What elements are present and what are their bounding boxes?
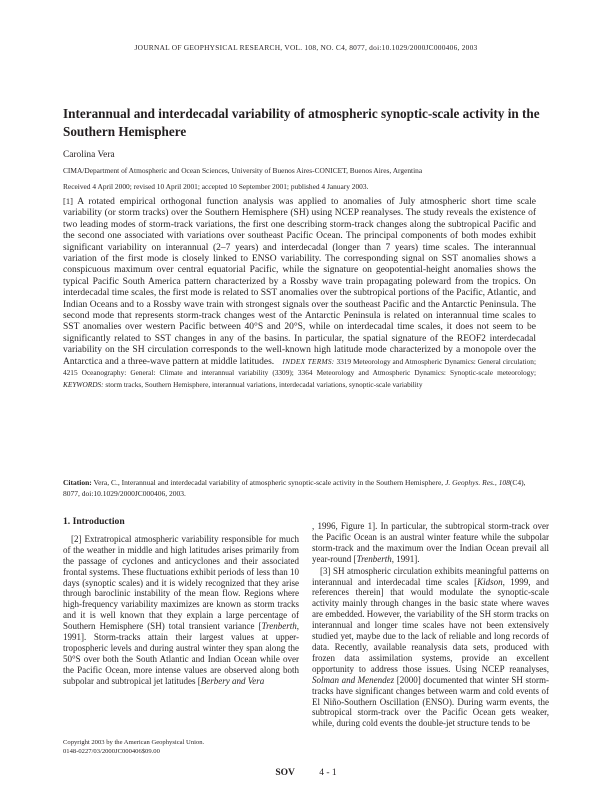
left-column	[63, 517, 299, 687]
author: Carolina Vera	[63, 150, 115, 160]
paragraph-3	[312, 566, 549, 730]
abstract	[63, 196, 536, 391]
page-footer	[0, 768, 612, 778]
right-column	[312, 521, 549, 729]
reference-link[interactable]: Trenberth	[356, 553, 392, 564]
footer-journal-code: SOV	[275, 768, 295, 778]
citation-text-end: (C4), 8077, doi:10.1029/2000JC000406, 2003.	[63, 478, 526, 498]
copyright-line: Copyright 2003 by the American Geophysical Union.	[63, 739, 205, 746]
paragraph-text: , 1996, Figure 1]. In particular, the subtropical storm-track over the Pacific Ocean is an austral winter feature while the subpolar storm-track and the maximum over the Indian Ocean prevail all year-round [	[312, 521, 549, 564]
page-number: 4 - 1	[319, 768, 337, 778]
paragraph-text: SH atmospheric circulation exhibits meaningful patterns on interannual and interdecadal time scales [	[312, 565, 550, 587]
reference-link[interactable]: Solman and Menendez	[312, 674, 395, 685]
paragraph-number: [2]	[71, 533, 82, 544]
citation	[63, 478, 543, 499]
keywords-text: storm tracks, Southern Hemisphere, interannual variations, interdecadal variations, synoptic-scale variability	[105, 379, 423, 389]
reference-link[interactable]: Berbery and Vera	[200, 675, 265, 686]
paragraph-text: , 1991]. Storm-tracks attain their largest values at upper-tropospheric levels and during austral winter they span along the 50°S over both the South Atlantic and Indian Ocean while over the Pacific Ocean, more intense values are observed along both subpolar and subtropical jet latitudes [	[63, 621, 299, 686]
issn-line: 0148-0227/03/2000JC000406$09.00	[63, 747, 160, 755]
paragraph-text: , 1991].	[391, 553, 420, 564]
copyright	[63, 739, 204, 756]
paragraph-text: , 1999, and references therein] that would modulate the synoptic-scale activity mainly through changes in the basic state where waves are embedded. However, the variability of the SH storm tracks on interannual and longer time scales have not been extensively studied yet, maybe due to the lack of reliable and long records of data. Recently, available reanalysis data sets, produced with frozen data assimilation systems, provide an excellent opportunity to address those issues. Using NCEP reanalyses,	[312, 576, 549, 674]
citation-label: Citation:	[63, 478, 92, 487]
citation-text: Vera, C., Interannual and interdecadal variability of atmospheric synoptic-scale activity in the Southern Hemisphere,	[93, 478, 444, 487]
keywords-label: KEYWORDS:	[63, 379, 104, 389]
abstract-paragraph-number: [1]	[63, 196, 73, 206]
affiliation: CIMA/Department of Atmospheric and Ocean Sciences, University of Buenos Aires-CONICET, Buenos Aires, Argentina	[63, 166, 423, 175]
paragraph-2-continued	[312, 521, 549, 565]
running-head: JOURNAL OF GEOPHYSICAL RESEARCH, VOL. 108, NO. C4, 8077, doi:10.1029/2000JC000406, 2003	[134, 43, 478, 52]
section-heading: 1. Introduction	[63, 516, 125, 527]
article-title: Interannual and interdecadal variability of atmospheric synoptic-scale activity in the Southern Hemisphere	[63, 106, 540, 139]
reference-link[interactable]: Kidson	[477, 576, 503, 587]
index-terms-text: 3319 Meteorology and Atmospheric Dynamics: General circulation; 4215 Oceanography: General: Climate and interannual variability (3309); 3364 Meteorology and Atmospheric Dynamics: Synoptic-scale meteorology;	[63, 356, 536, 378]
citation-journal: J. Geophys. Res., 108	[445, 478, 510, 487]
index-terms-label: INDEX TERMS:	[282, 356, 335, 366]
paragraph-number: [3]	[320, 565, 331, 576]
abstract-text: A rotated empirical orthogonal function analysis was applied to anomalies of July atmospheric short time scale variability (or storm tracks) over the Southern Hemisphere (SH) using NCEP reanalyses. The study reveals the existence of two leading modes of storm-track variations, the first one describing storm-track changes along the subtropical Pacific and the second one associated with variations over southeast Pacific Ocean. The principal components of both modes exhibit significant variability on interannual (2–7 years) and interdecadal (longer than 7 years) time scales. The interannual variation of the first mode is closely linked to ENSO variability. The corresponding signal on SST anomalies shows a conspicuous maximum over central equatorial Pacific, while the signature on geopotential-height anomalies shows the typical Pacific South America pattern characterized by a Rossby wave train propagating poleward from the tropics. On interdecadal time scales, the first mode is related to SST anomalies over the subtropical portions of the Pacific, Atlantic, and Indian Oceans and to a Rossby wave train with strongest signals over the southeast Pacific and the Antarctic Peninsula. The second mode that represents storm-track changes west of the Antarctic Peninsula is related on interannual time scales to SST anomalies over western Pacific between 40°S and 20°S, while on interdecadal time scales, it does not seem to be significantly related to SST changes in any of the basins. In particular, the spatial signature of the REOF2 interdecadal variability on the SH circulation corresponds to the well-known high latitude mode characterized by a monopole over the Antarctica and a three-wave pattern at middle latitudes.	[63, 197, 536, 367]
paragraph-2	[63, 534, 299, 687]
paragraph-text: [2000] documented that winter SH storm-tracks have significant changes between warm and cold events of El Niño-Southern Oscillation (ENSO). During warm events, the subtropical storm-track over the Pacific Ocean gets weaker, while, during cold events the double-jet structure tends to be	[312, 674, 549, 729]
received-dates: Received 4 April 2000; revised 10 April 2001; accepted 10 September 2001; published 4 January 2003.	[63, 182, 369, 191]
reference-link[interactable]: Trenberth	[261, 621, 297, 632]
paragraph-text: Extratropical atmospheric variability responsible for much of the weather in middle and high latitudes arises primarily from the passage of cyclones and anticyclones and their associated frontal systems. These fluctuations exhibit periods of less than 10 days (synoptic scales) and it is widely recognized that they arise through baroclinic instability of the mean flow. Regions where high-frequency variability maximizes are known as storm tracks and it is well known that they explain a large percentage of Southern Hemisphere (SH) total transient variance [	[63, 533, 300, 632]
